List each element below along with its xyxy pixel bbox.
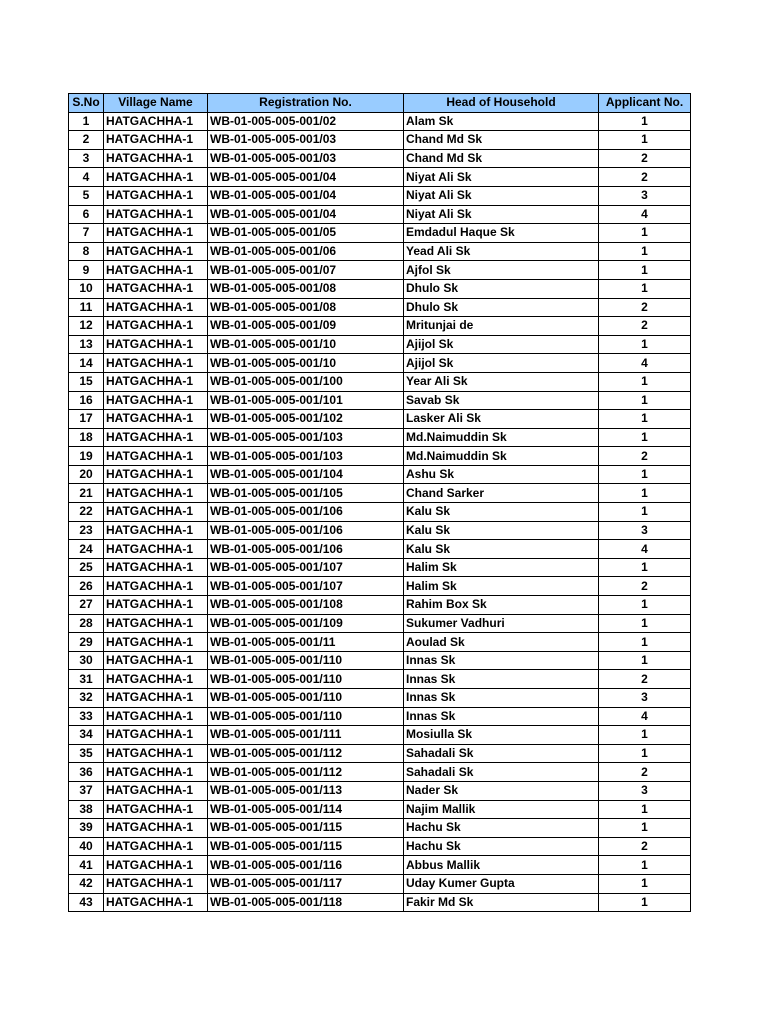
head-of-household-cell: Sahadali Sk: [404, 763, 599, 782]
table-row: [69, 689, 691, 708]
registration-no-cell: WB-01-005-005-001/116: [208, 856, 404, 875]
registration-no-cell: WB-01-005-005-001/10: [208, 354, 404, 373]
village-name-cell: HATGACHHA-1: [104, 614, 208, 633]
registration-no-cell: WB-01-005-005-001/07: [208, 261, 404, 280]
applicant-no-cell: 2: [599, 670, 691, 689]
table-row: [69, 614, 691, 633]
village-name-cell: HATGACHHA-1: [104, 651, 208, 670]
table-row: [69, 410, 691, 429]
table-row: [69, 168, 691, 187]
village-name-cell: HATGACHHA-1: [104, 465, 208, 484]
registration-no-cell: WB-01-005-005-001/11: [208, 633, 404, 652]
column-header-registration-no: Registration No.: [208, 94, 404, 113]
applicant-no-cell: 3: [599, 186, 691, 205]
village-name-cell: HATGACHHA-1: [104, 205, 208, 224]
sno-cell: 6: [69, 205, 104, 224]
registration-no-cell: WB-01-005-005-001/08: [208, 298, 404, 317]
registration-no-cell: WB-01-005-005-001/115: [208, 837, 404, 856]
table-row: [69, 503, 691, 522]
applicant-no-cell: 2: [599, 577, 691, 596]
registration-no-cell: WB-01-005-005-001/107: [208, 577, 404, 596]
village-name-cell: HATGACHHA-1: [104, 837, 208, 856]
applicant-no-cell: 1: [599, 856, 691, 875]
sno-cell: 22: [69, 503, 104, 522]
applicant-no-cell: 1: [599, 131, 691, 150]
head-of-household-cell: Nader Sk: [404, 781, 599, 800]
table-row: [69, 819, 691, 838]
registration-no-cell: WB-01-005-005-001/106: [208, 521, 404, 540]
sno-cell: 13: [69, 335, 104, 354]
head-of-household-cell: Aoulad Sk: [404, 633, 599, 652]
village-name-cell: HATGACHHA-1: [104, 354, 208, 373]
head-of-household-cell: Md.Naimuddin Sk: [404, 428, 599, 447]
applicant-no-cell: 1: [599, 261, 691, 280]
applicant-no-cell: 1: [599, 893, 691, 912]
column-header-head-of-household: Head of Household: [404, 94, 599, 113]
sno-cell: 18: [69, 428, 104, 447]
village-name-cell: HATGACHHA-1: [104, 503, 208, 522]
village-name-cell: HATGACHHA-1: [104, 781, 208, 800]
sno-cell: 31: [69, 670, 104, 689]
applicant-no-cell: 1: [599, 874, 691, 893]
table-row: [69, 391, 691, 410]
village-name-cell: HATGACHHA-1: [104, 391, 208, 410]
village-name-cell: HATGACHHA-1: [104, 726, 208, 745]
sno-cell: 2: [69, 131, 104, 150]
head-of-household-cell: Sahadali Sk: [404, 744, 599, 763]
applicant-no-cell: 1: [599, 224, 691, 243]
village-name-cell: HATGACHHA-1: [104, 186, 208, 205]
table-row: [69, 205, 691, 224]
table-row: [69, 131, 691, 150]
sno-cell: 24: [69, 540, 104, 559]
village-name-cell: HATGACHHA-1: [104, 261, 208, 280]
sno-cell: 26: [69, 577, 104, 596]
table-row: [69, 279, 691, 298]
village-name-cell: HATGACHHA-1: [104, 298, 208, 317]
sno-cell: 28: [69, 614, 104, 633]
village-name-cell: HATGACHHA-1: [104, 558, 208, 577]
table-row: [69, 744, 691, 763]
head-of-household-cell: Chand Md Sk: [404, 149, 599, 168]
sno-cell: 39: [69, 819, 104, 838]
registration-no-cell: WB-01-005-005-001/109: [208, 614, 404, 633]
village-name-cell: HATGACHHA-1: [104, 540, 208, 559]
sno-cell: 11: [69, 298, 104, 317]
head-of-household-cell: Yead Ali Sk: [404, 242, 599, 261]
registration-no-cell: WB-01-005-005-001/110: [208, 689, 404, 708]
registration-no-cell: WB-01-005-005-001/106: [208, 503, 404, 522]
sno-cell: 14: [69, 354, 104, 373]
applicant-no-cell: 1: [599, 112, 691, 131]
village-name-cell: HATGACHHA-1: [104, 372, 208, 391]
spreadsheet-page: [68, 93, 690, 912]
head-of-household-cell: Uday Kumer Gupta: [404, 874, 599, 893]
head-of-household-cell: Kalu Sk: [404, 521, 599, 540]
head-of-household-cell: Rahim Box Sk: [404, 596, 599, 615]
head-of-household-cell: Ajijol Sk: [404, 335, 599, 354]
sno-cell: 20: [69, 465, 104, 484]
village-name-cell: HATGACHHA-1: [104, 874, 208, 893]
table-row: [69, 577, 691, 596]
sno-cell: 25: [69, 558, 104, 577]
applicant-no-cell: 4: [599, 707, 691, 726]
village-name-cell: HATGACHHA-1: [104, 670, 208, 689]
village-name-cell: HATGACHHA-1: [104, 335, 208, 354]
head-of-household-cell: Innas Sk: [404, 707, 599, 726]
registration-no-cell: WB-01-005-005-001/106: [208, 540, 404, 559]
registration-no-cell: WB-01-005-005-001/09: [208, 317, 404, 336]
table-row: [69, 670, 691, 689]
village-name-cell: HATGACHHA-1: [104, 317, 208, 336]
registration-no-cell: WB-01-005-005-001/113: [208, 781, 404, 800]
registration-no-cell: WB-01-005-005-001/117: [208, 874, 404, 893]
sno-cell: 1: [69, 112, 104, 131]
sno-cell: 32: [69, 689, 104, 708]
sno-cell: 43: [69, 893, 104, 912]
village-name-cell: HATGACHHA-1: [104, 149, 208, 168]
registration-no-cell: WB-01-005-005-001/02: [208, 112, 404, 131]
applicant-no-cell: 2: [599, 763, 691, 782]
applicant-no-cell: 1: [599, 410, 691, 429]
head-of-household-cell: Dhulo Sk: [404, 298, 599, 317]
table-row: [69, 707, 691, 726]
sno-cell: 30: [69, 651, 104, 670]
table-header-row: [69, 94, 691, 113]
village-name-cell: HATGACHHA-1: [104, 856, 208, 875]
registration-no-cell: WB-01-005-005-001/108: [208, 596, 404, 615]
registration-no-cell: WB-01-005-005-001/10: [208, 335, 404, 354]
sno-cell: 36: [69, 763, 104, 782]
registration-no-cell: WB-01-005-005-001/112: [208, 763, 404, 782]
head-of-household-cell: Alam Sk: [404, 112, 599, 131]
head-of-household-cell: Innas Sk: [404, 689, 599, 708]
village-name-cell: HATGACHHA-1: [104, 428, 208, 447]
head-of-household-cell: Kalu Sk: [404, 503, 599, 522]
head-of-household-cell: Mritunjai de: [404, 317, 599, 336]
table-row: [69, 335, 691, 354]
table-row: [69, 800, 691, 819]
head-of-household-cell: Ajfol Sk: [404, 261, 599, 280]
head-of-household-cell: Innas Sk: [404, 670, 599, 689]
table-row: [69, 465, 691, 484]
table-row: [69, 112, 691, 131]
village-name-cell: HATGACHHA-1: [104, 577, 208, 596]
head-of-household-cell: Niyat Ali Sk: [404, 168, 599, 187]
village-name-cell: HATGACHHA-1: [104, 224, 208, 243]
column-header-sno: S.No: [69, 94, 104, 113]
head-of-household-cell: Ajijol Sk: [404, 354, 599, 373]
village-name-cell: HATGACHHA-1: [104, 242, 208, 261]
village-name-cell: HATGACHHA-1: [104, 707, 208, 726]
table-row: [69, 837, 691, 856]
village-name-cell: HATGACHHA-1: [104, 893, 208, 912]
table-row: [69, 781, 691, 800]
applicant-no-cell: 2: [599, 168, 691, 187]
registration-no-cell: WB-01-005-005-001/100: [208, 372, 404, 391]
registration-no-cell: WB-01-005-005-001/115: [208, 819, 404, 838]
column-header-applicant-no: Applicant No.: [599, 94, 691, 113]
beneficiary-table: [68, 93, 691, 912]
table-row: [69, 521, 691, 540]
table-body: [69, 112, 691, 912]
table-row: [69, 186, 691, 205]
village-name-cell: HATGACHHA-1: [104, 521, 208, 540]
table-row: [69, 242, 691, 261]
sno-cell: 7: [69, 224, 104, 243]
sno-cell: 33: [69, 707, 104, 726]
head-of-household-cell: Fakir Md Sk: [404, 893, 599, 912]
village-name-cell: HATGACHHA-1: [104, 168, 208, 187]
table-row: [69, 633, 691, 652]
table-row: [69, 874, 691, 893]
sno-cell: 42: [69, 874, 104, 893]
applicant-no-cell: 2: [599, 298, 691, 317]
applicant-no-cell: 2: [599, 447, 691, 466]
applicant-no-cell: 1: [599, 372, 691, 391]
applicant-no-cell: 2: [599, 837, 691, 856]
head-of-household-cell: Abbus Mallik: [404, 856, 599, 875]
applicant-no-cell: 1: [599, 335, 691, 354]
applicant-no-cell: 1: [599, 744, 691, 763]
registration-no-cell: WB-01-005-005-001/102: [208, 410, 404, 429]
sno-cell: 37: [69, 781, 104, 800]
village-name-cell: HATGACHHA-1: [104, 800, 208, 819]
village-name-cell: HATGACHHA-1: [104, 596, 208, 615]
head-of-household-cell: Innas Sk: [404, 651, 599, 670]
village-name-cell: HATGACHHA-1: [104, 744, 208, 763]
applicant-no-cell: 4: [599, 540, 691, 559]
table-row: [69, 540, 691, 559]
sno-cell: 38: [69, 800, 104, 819]
head-of-household-cell: Md.Naimuddin Sk: [404, 447, 599, 466]
registration-no-cell: WB-01-005-005-001/04: [208, 205, 404, 224]
village-name-cell: HATGACHHA-1: [104, 279, 208, 298]
registration-no-cell: WB-01-005-005-001/114: [208, 800, 404, 819]
sno-cell: 5: [69, 186, 104, 205]
sno-cell: 23: [69, 521, 104, 540]
applicant-no-cell: 1: [599, 465, 691, 484]
applicant-no-cell: 2: [599, 317, 691, 336]
sno-cell: 17: [69, 410, 104, 429]
applicant-no-cell: 1: [599, 279, 691, 298]
head-of-household-cell: Niyat Ali Sk: [404, 205, 599, 224]
registration-no-cell: WB-01-005-005-001/110: [208, 670, 404, 689]
applicant-no-cell: 4: [599, 205, 691, 224]
head-of-household-cell: Niyat Ali Sk: [404, 186, 599, 205]
village-name-cell: HATGACHHA-1: [104, 447, 208, 466]
table-row: [69, 354, 691, 373]
applicant-no-cell: 4: [599, 354, 691, 373]
head-of-household-cell: Mosiulla Sk: [404, 726, 599, 745]
village-name-cell: HATGACHHA-1: [104, 410, 208, 429]
table-row: [69, 428, 691, 447]
registration-no-cell: WB-01-005-005-001/107: [208, 558, 404, 577]
table-row: [69, 372, 691, 391]
head-of-household-cell: Lasker Ali Sk: [404, 410, 599, 429]
table-row: [69, 317, 691, 336]
applicant-no-cell: 1: [599, 242, 691, 261]
applicant-no-cell: 1: [599, 391, 691, 410]
village-name-cell: HATGACHHA-1: [104, 763, 208, 782]
sno-cell: 19: [69, 447, 104, 466]
sno-cell: 9: [69, 261, 104, 280]
head-of-household-cell: Chand Sarker: [404, 484, 599, 503]
applicant-no-cell: 1: [599, 819, 691, 838]
village-name-cell: HATGACHHA-1: [104, 131, 208, 150]
sno-cell: 4: [69, 168, 104, 187]
applicant-no-cell: 1: [599, 651, 691, 670]
table-row: [69, 261, 691, 280]
head-of-household-cell: Najim Mallik: [404, 800, 599, 819]
head-of-household-cell: Sukumer Vadhuri: [404, 614, 599, 633]
village-name-cell: HATGACHHA-1: [104, 112, 208, 131]
sno-cell: 3: [69, 149, 104, 168]
registration-no-cell: WB-01-005-005-001/111: [208, 726, 404, 745]
applicant-no-cell: 3: [599, 521, 691, 540]
applicant-no-cell: 1: [599, 614, 691, 633]
table-row: [69, 726, 691, 745]
applicant-no-cell: 3: [599, 781, 691, 800]
head-of-household-cell: Hachu Sk: [404, 837, 599, 856]
sno-cell: 21: [69, 484, 104, 503]
registration-no-cell: WB-01-005-005-001/105: [208, 484, 404, 503]
applicant-no-cell: 3: [599, 689, 691, 708]
sno-cell: 8: [69, 242, 104, 261]
registration-no-cell: WB-01-005-005-001/103: [208, 428, 404, 447]
table-row: [69, 484, 691, 503]
registration-no-cell: WB-01-005-005-001/04: [208, 168, 404, 187]
village-name-cell: HATGACHHA-1: [104, 689, 208, 708]
head-of-household-cell: Emdadul Haque Sk: [404, 224, 599, 243]
table-row: [69, 298, 691, 317]
village-name-cell: HATGACHHA-1: [104, 819, 208, 838]
head-of-household-cell: Halim Sk: [404, 577, 599, 596]
registration-no-cell: WB-01-005-005-001/05: [208, 224, 404, 243]
table-row: [69, 893, 691, 912]
table-row: [69, 856, 691, 875]
column-header-village-name: Village Name: [104, 94, 208, 113]
head-of-household-cell: Kalu Sk: [404, 540, 599, 559]
registration-no-cell: WB-01-005-005-001/103: [208, 447, 404, 466]
applicant-no-cell: 1: [599, 503, 691, 522]
table-row: [69, 149, 691, 168]
head-of-household-cell: Ashu Sk: [404, 465, 599, 484]
registration-no-cell: WB-01-005-005-001/110: [208, 707, 404, 726]
sno-cell: 16: [69, 391, 104, 410]
head-of-household-cell: Savab Sk: [404, 391, 599, 410]
applicant-no-cell: 1: [599, 633, 691, 652]
registration-no-cell: WB-01-005-005-001/08: [208, 279, 404, 298]
registration-no-cell: WB-01-005-005-001/06: [208, 242, 404, 261]
sno-cell: 41: [69, 856, 104, 875]
registration-no-cell: WB-01-005-005-001/101: [208, 391, 404, 410]
applicant-no-cell: 1: [599, 596, 691, 615]
head-of-household-cell: Dhulo Sk: [404, 279, 599, 298]
head-of-household-cell: Year Ali Sk: [404, 372, 599, 391]
registration-no-cell: WB-01-005-005-001/03: [208, 149, 404, 168]
registration-no-cell: WB-01-005-005-001/110: [208, 651, 404, 670]
head-of-household-cell: Chand Md Sk: [404, 131, 599, 150]
registration-no-cell: WB-01-005-005-001/03: [208, 131, 404, 150]
sno-cell: 10: [69, 279, 104, 298]
sno-cell: 12: [69, 317, 104, 336]
applicant-no-cell: 1: [599, 428, 691, 447]
table-row: [69, 651, 691, 670]
applicant-no-cell: 1: [599, 484, 691, 503]
sno-cell: 27: [69, 596, 104, 615]
registration-no-cell: WB-01-005-005-001/118: [208, 893, 404, 912]
village-name-cell: HATGACHHA-1: [104, 633, 208, 652]
sno-cell: 15: [69, 372, 104, 391]
sno-cell: 29: [69, 633, 104, 652]
registration-no-cell: WB-01-005-005-001/112: [208, 744, 404, 763]
applicant-no-cell: 1: [599, 800, 691, 819]
table-row: [69, 447, 691, 466]
applicant-no-cell: 1: [599, 726, 691, 745]
sno-cell: 40: [69, 837, 104, 856]
sno-cell: 34: [69, 726, 104, 745]
registration-no-cell: WB-01-005-005-001/104: [208, 465, 404, 484]
village-name-cell: HATGACHHA-1: [104, 484, 208, 503]
registration-no-cell: WB-01-005-005-001/04: [208, 186, 404, 205]
applicant-no-cell: 1: [599, 558, 691, 577]
table-row: [69, 763, 691, 782]
head-of-household-cell: Halim Sk: [404, 558, 599, 577]
table-row: [69, 558, 691, 577]
table-row: [69, 224, 691, 243]
applicant-no-cell: 2: [599, 149, 691, 168]
sno-cell: 35: [69, 744, 104, 763]
table-row: [69, 596, 691, 615]
head-of-household-cell: Hachu Sk: [404, 819, 599, 838]
